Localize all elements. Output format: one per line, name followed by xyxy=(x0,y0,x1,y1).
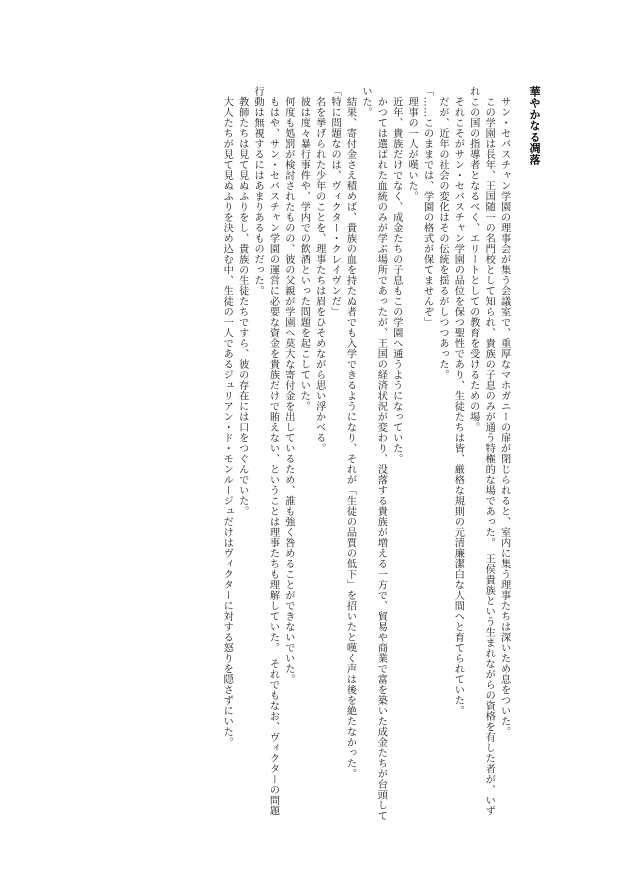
paragraph: 名を挙げられた少年のことを、理事たちは眉をひそめながら思い浮かべる。 xyxy=(313,86,325,454)
dialogue-line: 「特に問題なのは、ヴィクター・クレイヴンだ」 xyxy=(329,86,341,317)
paragraph: 大人たちが見て見ぬふりを決め込む中、生徒の一人であるジュリアン・ド・モンルージュだけはヴィクターに対する怒りを隠さずにいた。 xyxy=(221,86,233,748)
dialogue-line: 「……このままでは、学園の格式が保てませんぞ」 xyxy=(421,86,433,328)
paragraph: 彼は度々暴行事件や、学内での飲酒といった問題を起こしていた。 xyxy=(298,86,310,412)
paragraph: 何度も処罰が検討されたものの、彼の父親が学園へ莫大な寄付金を出しているため、誰も強く咎めることができないでいた。 xyxy=(282,86,294,685)
paragraph: サン・セバスチャン学園の理事会が集う会議室で、重厚なマホガニーの扉が閉じられると、室内に集う理事たちは深いため息をついた。 xyxy=(498,86,510,737)
paragraph: かつては選ばれた血統のみが学ぶ場所であったが、王国の経済状況が変わり、没落する貴族が増える一方で、貿易や商業で富を築いた成金たちが台頭していた。 xyxy=(359,86,387,821)
paragraph: だが、近年の社会の変化はその伝統を揺るがしつつあった。 xyxy=(436,86,448,380)
paragraph: 近年、貴族だけでなく、成金たちの子息もこの学園へ通うようになっていた。 xyxy=(390,86,402,464)
vertical-text-body xyxy=(219,86,542,826)
paragraph: この学園は長年、王国随一の名門校として知られ、貴族の子息のみが通う特権的な場であった。 王侯貴族という生まれながらの資格を有した者が、いずれこの国の指導者となるべく、エリートとしての教育を受けるための場。 xyxy=(467,86,495,816)
paragraph: もはや、サン・セバスチャン学園の運営に必要な資金を貴族だけで賄えない、ということは理事たちも理解していた。 それでもなお、ヴィクターの問題行動は無視するにはあまりあるものだった。 xyxy=(252,86,279,816)
paragraph: それこそがサン・セバスチャン学園の品位を保つ聖性であり、生徒たちは皆、厳格な規則の元清廉潔白な人間へと育てられていた。 xyxy=(452,86,464,716)
paragraph: 結果、寄付金さえ積めば、貴族の血を持たぬ者でも入学できるようになり、それが「生徒の品質の低下」を招いたと嘆く声は後を絶たなかった。 xyxy=(344,86,356,779)
paragraph: 理事の一人が嘆いた。 xyxy=(406,86,418,202)
paragraph: 教師たちは見て見ぬふりをし、貴族の生徒たちですら、彼の存在には口をつぐんでいた。 xyxy=(236,86,248,517)
chapter-title: 華やかなる凋落 xyxy=(528,86,541,166)
